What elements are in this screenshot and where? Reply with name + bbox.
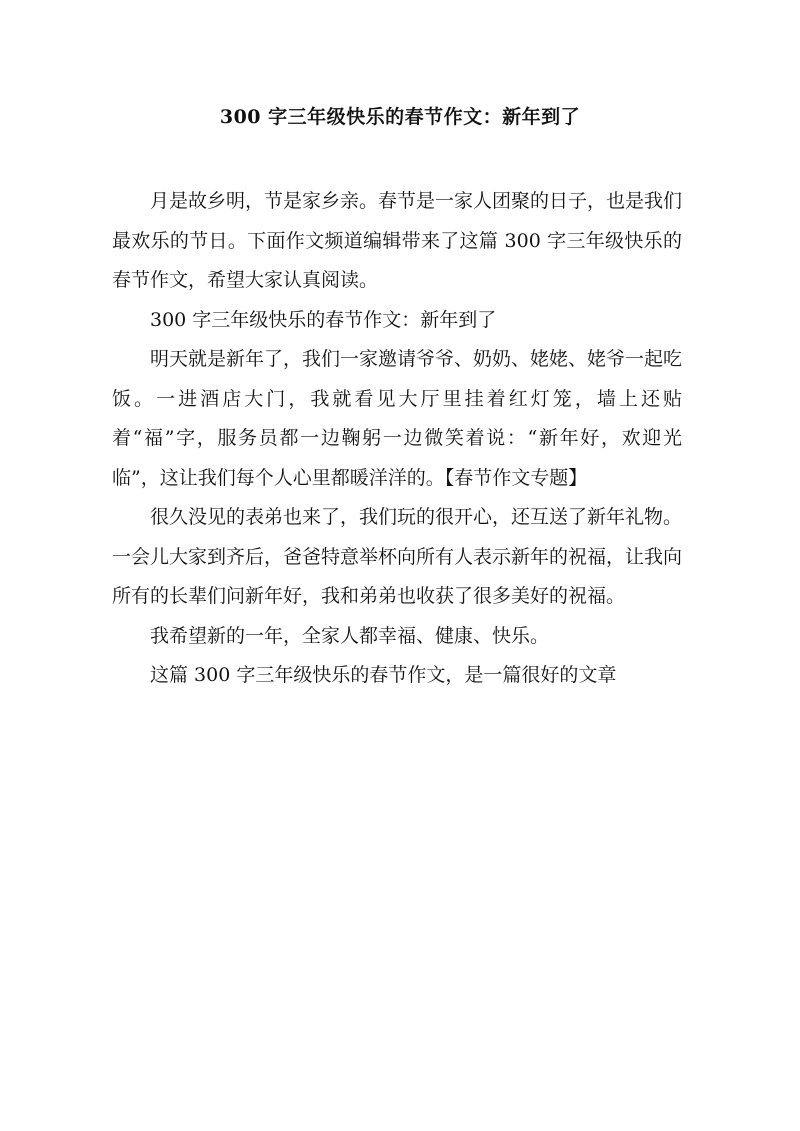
document-title: 300 字三年级快乐的春节作文：新年到了 — [219, 106, 581, 128]
paragraph-wish: 我希望新的一年，全家人都幸福、健康、快乐。 — [150, 624, 550, 647]
paragraph-cousin: 很久没见的表弟也来了，我们玩的很开心，还互送了新年礼物。一会儿大家到齐后，爸爸特意举杯向所有人表示新年的祝福，让我向所有的长辈们问新年好，我和弟弟也收获了很多美好的祝福。 — [112, 506, 683, 607]
document-body — [112, 182, 682, 696]
paragraph-subtitle: 300 字三年级快乐的春节作文：新年到了 — [150, 308, 497, 331]
paragraph-closing: 这篇 300 字三年级快乐的春节作文，是一篇很好的文章 — [150, 664, 617, 686]
paragraph-dinner: 明天就是新年了，我们一家邀请爷爷、奶奶、姥姥、姥爷一起吃饭。一进酒店大门，我就看见大厅里挂着红灯笼，墙上还贴着“福”字，服务员都一边鞠躬一边微笑着说：“新年好，欢迎光临”，这让我们每个人心里都暖洋洋的。【春节作文专题】 — [112, 348, 683, 489]
paragraph-intro: 月是故乡明，节是家乡亲。春节是一家人团聚的日子，也是我们最欢乐的节日。下面作文频道编辑带来了这篇 300 字三年级快乐的春节作文，希望大家认真阅读。 — [112, 190, 683, 291]
